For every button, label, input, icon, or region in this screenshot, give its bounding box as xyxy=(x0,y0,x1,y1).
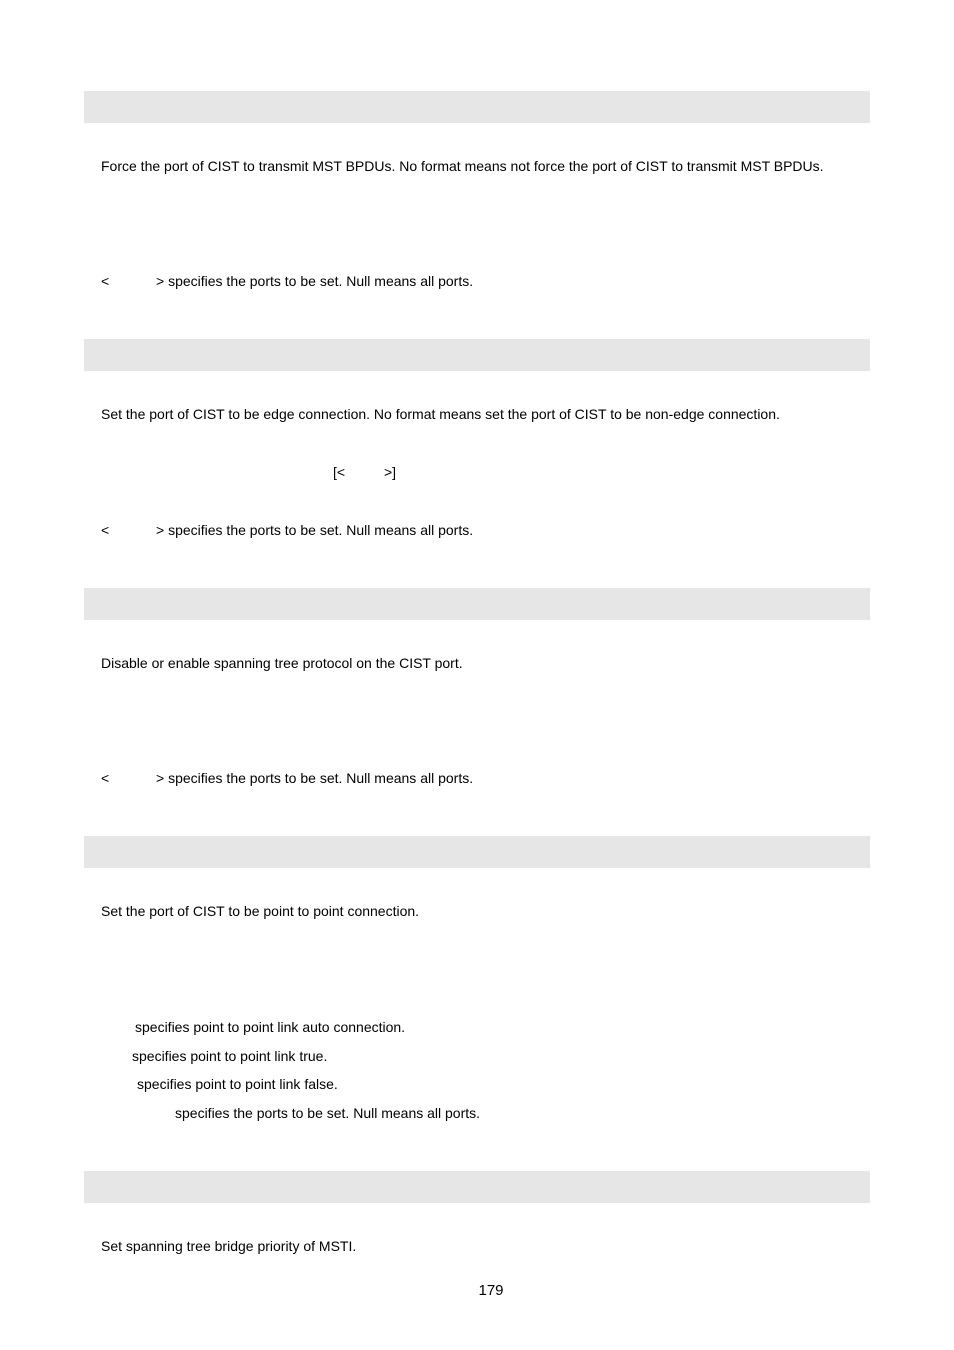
parameter-open-bracket: < xyxy=(101,273,110,289)
parameter-description: specifies the ports to be set. Null means all ports. xyxy=(175,1105,481,1121)
page-number: 179 xyxy=(478,1282,504,1299)
section-description: Disable or enable spanning tree protocol on the CIST port. xyxy=(101,655,463,671)
parameter-open-bracket: < xyxy=(101,522,110,538)
section-description: Set the port of CIST to be point to point connection. xyxy=(101,903,420,919)
syntax-fragment: [< >] xyxy=(333,464,397,480)
section-header-bar xyxy=(84,91,870,123)
section-header-bar xyxy=(84,588,870,620)
section-description: Set spanning tree bridge priority of MSTI. xyxy=(101,1238,357,1254)
section-description: Set the port of CIST to be edge connection. No format means set the port of CIST to be non-edge connection. xyxy=(101,406,780,422)
parameter-description: specifies point to point link false. xyxy=(137,1076,338,1092)
parameter-description: > specifies the ports to be set. Null means all ports. xyxy=(156,273,474,289)
parameter-description: > specifies the ports to be set. Null means all ports. xyxy=(156,522,474,538)
parameter-description: specifies point to point link true. xyxy=(132,1048,328,1064)
section-header-bar xyxy=(84,836,870,868)
parameter-description: specifies point to point link auto connection. xyxy=(135,1019,406,1035)
section-header-bar xyxy=(84,1171,870,1203)
section-header-bar xyxy=(84,339,870,371)
section-description: Force the port of CIST to transmit MST BPDUs. No format means not force the port of CIST to transmit MST BPDUs. xyxy=(101,158,824,174)
parameter-open-bracket: < xyxy=(101,770,110,786)
parameter-description: > specifies the ports to be set. Null means all ports. xyxy=(156,770,474,786)
